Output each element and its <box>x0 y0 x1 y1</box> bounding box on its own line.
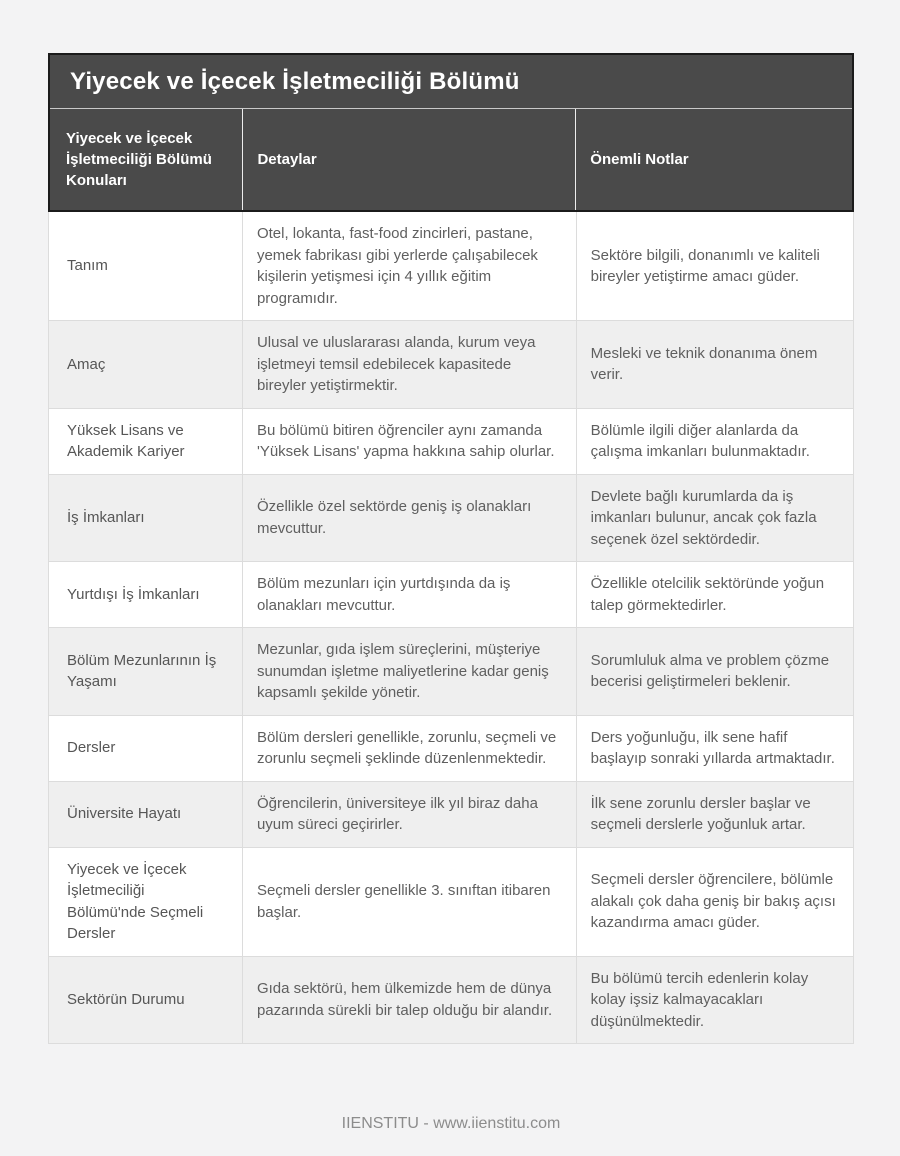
page-title: Yiyecek ve İçecek İşletmeciliği Bölümü <box>50 55 852 109</box>
row-detail-text: Seçmeli dersler genellikle 3. sınıftan itibaren başlar. <box>256 882 551 921</box>
row-topic <box>49 562 242 627</box>
row-detail-text: Bölüm dersleri genellikle, zorunlu, seçmeli ve zorunlu seçmeli şeklinde düzenlenmektedir. <box>256 728 557 767</box>
row-topic <box>49 716 242 781</box>
row-note-text: Devlete bağlı kurumlarda da iş imkanları bulunur, ancak çok fazla seçenek özel sektördedir. <box>590 487 817 548</box>
row-detail-text: Öğrencilerin, üniversiteye ilk yıl biraz daha uyum süreci geçirirler. <box>256 794 538 833</box>
row-note-text: Bu bölümü tercih edenlerin kolay kolay işsiz kalmayacakları düşünülmektedir. <box>590 969 809 1030</box>
row-note-text: Ders yoğunluğu, ilk sene hafif başlayıp sonraki yıllarda artmaktadır. <box>590 728 835 767</box>
row-detail <box>242 212 576 320</box>
row-topic-text: Bölüm Mezunlarının İş Yaşamı <box>67 651 217 691</box>
table-row <box>49 475 853 563</box>
table-row <box>49 562 853 628</box>
row-note <box>576 957 853 1044</box>
row-detail-text: Otel, lokanta, fast-food zincirleri, pastane, yemek fabrikası gibi yerlerde çalışabilecek kişilerin yetişmesi için 4 yıllık eğitim programıdır. <box>256 225 538 307</box>
row-detail <box>242 716 576 781</box>
row-topic <box>49 321 242 408</box>
table-row <box>49 782 853 848</box>
row-note <box>576 848 853 956</box>
row-note <box>576 409 853 474</box>
department-info-card <box>48 53 854 1132</box>
row-detail <box>242 782 576 847</box>
row-topic-text: Dersler <box>67 739 116 757</box>
row-detail <box>242 562 576 627</box>
column-header-notes: Önemli Notlar <box>575 109 852 210</box>
table-header-row <box>50 109 852 210</box>
row-note <box>576 782 853 847</box>
row-note-text: Özellikle otelcilik sektöründe yoğun talep görmektedirler. <box>590 575 825 614</box>
row-note <box>576 562 853 627</box>
table-row <box>49 628 853 716</box>
column-header-details: Detaylar <box>242 109 575 210</box>
row-topic <box>49 848 242 956</box>
row-detail <box>242 628 576 715</box>
row-topic-text: Amaç <box>67 355 106 373</box>
row-note <box>576 321 853 408</box>
table-head-block <box>48 53 854 212</box>
table-row <box>49 212 853 321</box>
row-topic-text: Yüksek Lisans ve Akademik Kariyer <box>67 421 185 460</box>
row-detail-text: Bu bölümü bitiren öğrenciler aynı zamanda 'Yüksek Lisans' yapma hakkına sahip olurlar. <box>256 421 555 460</box>
row-detail-text: Ulusal ve uluslararası alanda, kurum veya işletmeyi temsil edebilecek kapasitede bireyler yetiştirmektir. <box>256 334 536 394</box>
row-topic-text: Üniversite Hayatı <box>67 805 182 823</box>
row-note-text: Mesleki ve teknik donanıma önem verir. <box>590 344 818 384</box>
row-note-text: Sektöre bilgili, donanımlı ve kaliteli bireyler yetiştirme amacı güder. <box>590 246 820 285</box>
row-topic <box>49 957 242 1044</box>
table-row <box>49 716 853 782</box>
row-topic-text: Sektörün Durumu <box>67 991 185 1008</box>
row-topic-text: İş İmkanları <box>67 509 145 526</box>
row-detail <box>242 957 576 1044</box>
row-detail <box>242 321 576 408</box>
row-detail <box>242 409 576 474</box>
row-note-text: Bölümle ilgili diğer alanlarda da çalışma imkanları bulunmaktadır. <box>590 421 810 460</box>
row-detail-text: Bölüm mezunları için yurtdışında da iş olanakları mevcuttur. <box>256 575 511 614</box>
table-row <box>49 409 853 475</box>
row-detail <box>242 848 576 956</box>
row-detail-text: Gıda sektörü, hem ülkemizde hem de dünya pazarında sürekli bir talep olduğu bir alandır. <box>256 980 553 1019</box>
row-detail <box>242 475 576 562</box>
row-topic-text: Tanım <box>67 257 108 275</box>
row-note-text: İlk sene zorunlu dersler başlar ve seçmeli derslerle yoğunluk artar. <box>590 794 811 833</box>
row-note-text: Seçmeli dersler öğrencilere, bölümle alakalı çok daha geniş bir bakış açısı kazandırma amacı güder. <box>590 871 836 932</box>
row-topic <box>49 475 242 562</box>
row-note-text: Sorumluluk alma ve problem çözme becerisi geliştirmeleri beklenir. <box>590 651 830 691</box>
row-topic <box>49 409 242 474</box>
footer-branding: IIENSTITU - www.iienstitu.com <box>341 1115 561 1132</box>
table-row <box>49 848 853 957</box>
row-topic-text: Yurtdışı İş İmkanları <box>67 585 200 603</box>
column-header-topics: Yiyecek ve İçecek İşletmeciliği Bölümü Konuları <box>66 130 212 189</box>
row-detail-text: Özellikle özel sektörde geniş iş olanakları mevcuttur. <box>256 498 532 537</box>
row-topic <box>49 212 242 320</box>
row-note <box>576 628 853 715</box>
row-topic-text: Yiyecek ve İçecek İşletmeciliği Bölümü'nde Seçmeli Dersler <box>67 860 204 942</box>
row-topic <box>49 628 242 715</box>
table-row <box>49 957 853 1045</box>
row-topic <box>49 782 242 847</box>
row-detail-text: Mezunlar, gıda işlem süreçlerini, müşteriye sunumdan işletme maliyetlerine kadar geniş kapsamlı şekilde yönetir. <box>256 641 549 701</box>
row-note <box>576 475 853 562</box>
row-note <box>576 716 853 781</box>
row-note <box>576 212 853 320</box>
table-body <box>48 212 854 1044</box>
table-row <box>49 321 853 409</box>
